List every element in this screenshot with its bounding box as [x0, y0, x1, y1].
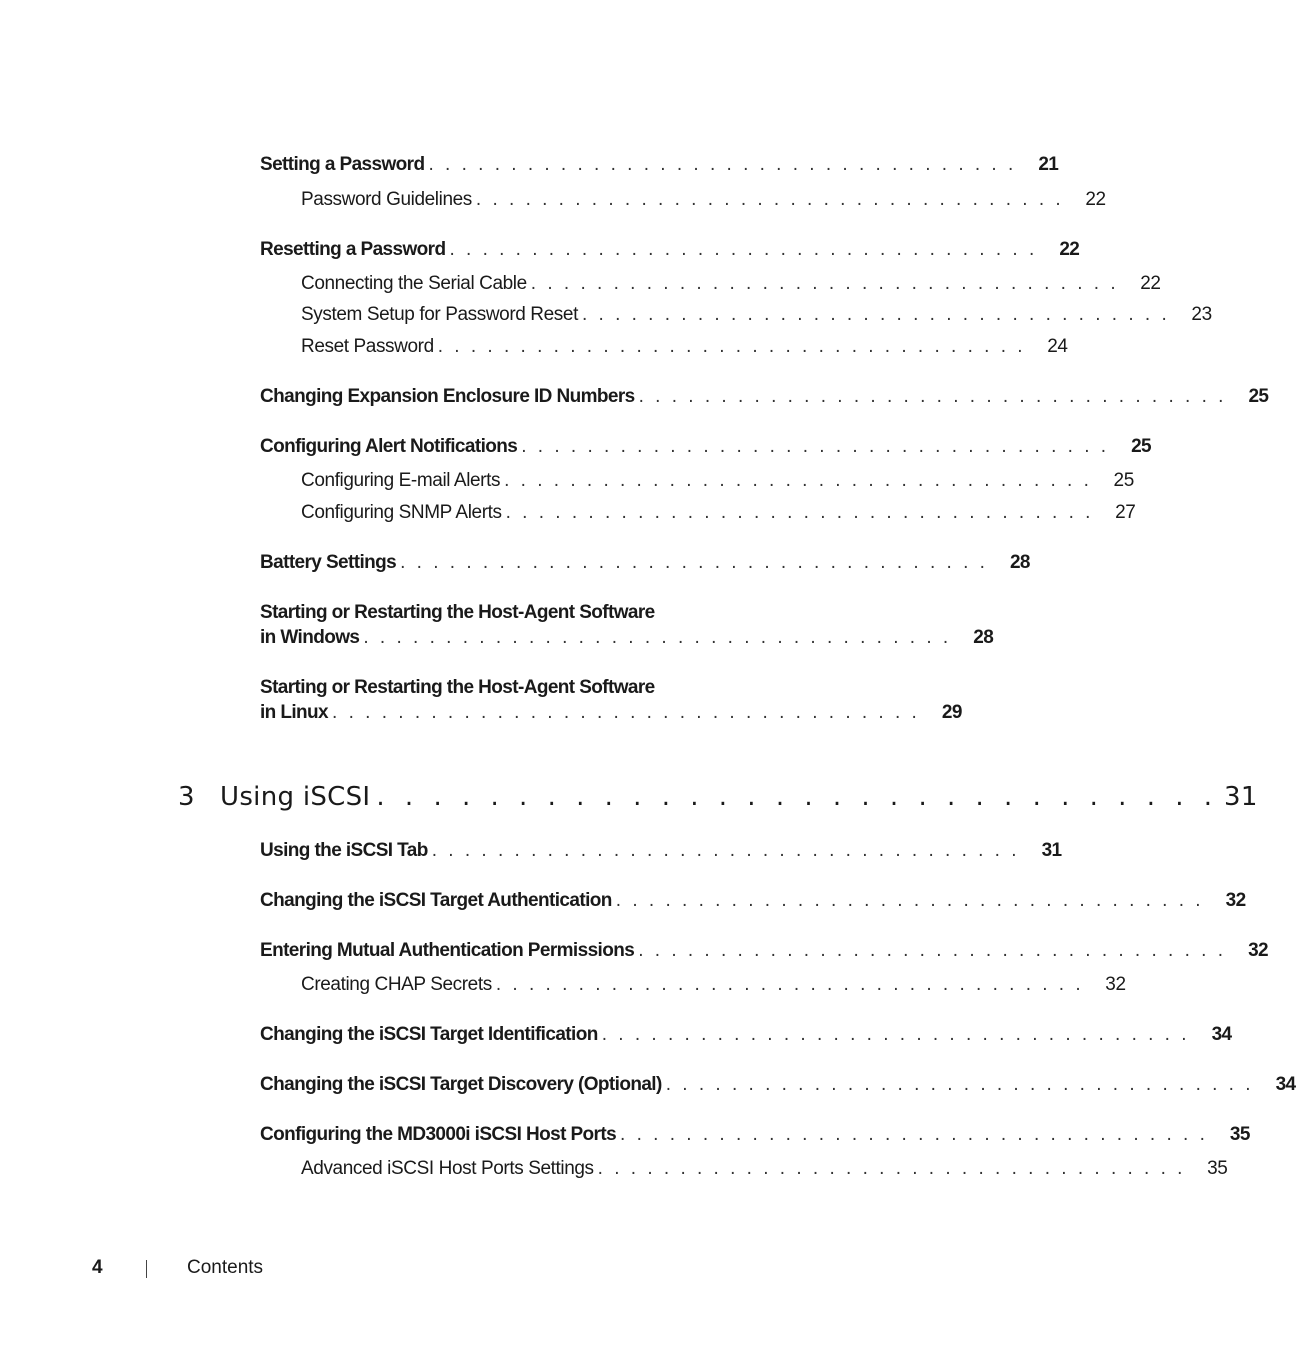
- leader-dots: . . . . . . . . . . . . . . . . . . . . . . . . . . . . . . . . . . . .: [428, 154, 1017, 175]
- toc-subentry[interactable]: [301, 470, 1134, 492]
- leader-dots: . . . . . . . . . . . . . . . . . . . . . . . . . . . . . . . . . . . .: [597, 1158, 1186, 1179]
- toc-entry-title: Advanced iSCSI Host Ports Settings: [301, 1158, 594, 1179]
- toc-entry[interactable]: [260, 1074, 1296, 1096]
- leader-dots: . . . . . . . . . . . . . . . . . . . . . . . . . . . . . . . . . . . .: [437, 336, 1026, 357]
- toc-entry[interactable]: [260, 1024, 1232, 1046]
- toc-entry[interactable]: [260, 386, 1269, 408]
- leader-dots: . . . . . . . . . . . . . . . . . . . . . . . . . . . . . . . . . . . .: [475, 189, 1064, 210]
- toc-entry-title: Changing the iSCSI Target Identification: [260, 1024, 598, 1045]
- toc-entry-title: Setting a Password: [260, 154, 425, 175]
- toc-entry-page: 21: [1038, 154, 1059, 175]
- leader-dots: . . . . . . . . . . . . . . . . . . . . . . . . . . . . . . . . . . . .: [332, 702, 920, 723]
- leader-dots: . . . . . . . . . . . . . . . . . . . . . . . . . . . . . . . . . . . .: [505, 502, 1094, 523]
- leader-dots: . . . . . . . . . . . . . . . . . . . . . . . . . . . . . . . . . . . .: [615, 890, 1204, 911]
- toc-entry-page: 35: [1207, 1158, 1228, 1179]
- leader-dots: . . . . . . . . . . . . . . . . . . . . . . . . . . . . . . . . . . . .: [620, 1124, 1208, 1145]
- leader-dots: . . . . . . . . . . . . . . . . . . . . . . . . . . . . . . . . . . . .: [504, 470, 1092, 491]
- toc-entry[interactable]: [260, 1124, 1250, 1146]
- toc-entry-title-line1[interactable]: Starting or Restarting the Host-Agent Software: [260, 677, 655, 698]
- toc-entry-page: 22: [1140, 273, 1161, 294]
- toc-entry-page: 27: [1115, 502, 1136, 523]
- toc-entry-page: 22: [1085, 189, 1106, 210]
- toc-entry[interactable]: [260, 840, 1062, 862]
- toc-subentry[interactable]: [301, 189, 1106, 211]
- toc-entry-title: Reset Password: [301, 336, 434, 357]
- toc-entry-page: 35: [1229, 1124, 1250, 1145]
- toc-entry[interactable]: [260, 890, 1246, 912]
- leader-dots: . . . . . . . . . . . . . . . . . . . . . . . . . . . . . . . . . . . .: [495, 974, 1084, 995]
- leader-dots: . . . . . . . . . . . . . . . . . . . . . . . . . . . . . . . . . . . .: [363, 627, 952, 648]
- chapter-title: Using iSCSI: [220, 782, 371, 812]
- toc-entry-page: 23: [1191, 304, 1212, 325]
- toc-entry-title: Configuring E-mail Alerts: [301, 470, 501, 491]
- toc-subentry[interactable]: [301, 502, 1136, 524]
- toc-entry[interactable]: [260, 239, 1080, 261]
- toc-entry[interactable]: [260, 436, 1152, 458]
- leader-dots: . . . . . . . . . . . . . . . . . . . . . . . . . . . . . . . . . . . .: [530, 273, 1119, 294]
- chapter-heading[interactable]: [178, 782, 1258, 812]
- leader-dots: . . . . . . . . . . . . . . . . . . . . . . . . . . . . . . . . . . . .: [665, 1074, 1254, 1095]
- footer-page-number: 4: [92, 1257, 103, 1278]
- toc-entry-title: Entering Mutual Authentication Permissions: [260, 940, 635, 961]
- toc-entry-page: 25: [1113, 470, 1134, 491]
- toc-entry-title-line2: in Windows: [260, 627, 360, 648]
- leader-dots: . . . . . . . . . . . . . . . . . . . . . . . . . . . . . . . . . . . .: [431, 840, 1020, 861]
- leader-dots: . . . . . . . . . . . . . . . . . . . . . . . . . . . . . . . . . . . .: [521, 436, 1110, 457]
- toc-entry-page: 28: [1009, 552, 1030, 573]
- toc-entry-page: 32: [1105, 974, 1126, 995]
- toc-entry-page: 34: [1275, 1074, 1296, 1095]
- toc-entry-title: Changing Expansion Enclosure ID Numbers: [260, 386, 635, 407]
- toc-entry[interactable]: [260, 702, 962, 724]
- toc-entry-page: 25: [1248, 386, 1269, 407]
- chapter-page: 31: [1224, 782, 1258, 812]
- toc-entry-title: System Setup for Password Reset: [301, 304, 578, 325]
- toc-entry-title: Battery Settings: [260, 552, 397, 573]
- leader-dots: . . . . . . . . . . . . . . . . . . . . . . . . . . . . . . . . . . . .: [601, 1024, 1190, 1045]
- toc-subentry[interactable]: [301, 336, 1068, 358]
- toc-entry-page: 32: [1248, 940, 1268, 961]
- toc-entry-title-line1[interactable]: Starting or Restarting the Host-Agent Software: [260, 602, 655, 623]
- toc-entry-page: 28: [973, 627, 994, 648]
- toc-subentry[interactable]: [301, 974, 1126, 996]
- leader-dots: . . . . . . . . . . . . . . . . . . . . . . . . . . . . . . . . . . . .: [638, 386, 1227, 407]
- toc-entry[interactable]: [260, 552, 1030, 574]
- toc-entry-title: Password Guidelines: [301, 189, 472, 210]
- toc-entry-title: Configuring SNMP Alerts: [301, 502, 502, 523]
- toc-entry-title: Resetting a Password: [260, 239, 446, 260]
- footer-divider: [146, 1260, 147, 1278]
- toc-entry[interactable]: [260, 627, 994, 649]
- toc-entry[interactable]: [260, 154, 1059, 176]
- toc-entry-title: Configuring the MD3000i iSCSI Host Ports: [260, 1124, 617, 1145]
- toc-entry-page: 22: [1059, 239, 1080, 260]
- toc-entry-page: 25: [1131, 436, 1152, 457]
- leader-dots: . . . . . . . . . . . . . . . . . . . . . . . . . . . . . . . . . . . .: [638, 940, 1226, 961]
- toc-entry-title: Creating CHAP Secrets: [301, 974, 492, 995]
- toc-subentry[interactable]: [301, 304, 1212, 326]
- toc-entry-title: Using the iSCSI Tab: [260, 840, 428, 861]
- toc-subentry[interactable]: [301, 1158, 1228, 1180]
- footer-label: Contents: [187, 1257, 264, 1278]
- leader-dots: . . . . . . . . . . . . . . . . . . . . . . . . . . . . . . . . . . . .: [581, 304, 1170, 325]
- toc-entry-title: Changing the iSCSI Target Authentication: [260, 890, 612, 911]
- leader-dots: . . . . . . . . . . . . . . . . . . . . . . . . . . . . . .: [376, 782, 1219, 812]
- toc-entry-page: 32: [1225, 890, 1246, 911]
- toc-entry-page: 29: [941, 702, 962, 723]
- chapter-number: 3: [178, 782, 195, 812]
- toc-entry-title: Configuring Alert Notifications: [260, 436, 518, 457]
- toc-entry-title: Changing the iSCSI Target Discovery (Optional): [260, 1074, 662, 1095]
- toc-entry-page: 24: [1047, 336, 1068, 357]
- leader-dots: . . . . . . . . . . . . . . . . . . . . . . . . . . . . . . . . . . . .: [449, 239, 1038, 260]
- toc-entry-title-line2: in Linux: [260, 702, 329, 723]
- toc-entry-page: 34: [1211, 1024, 1232, 1045]
- toc-entry-page: 31: [1041, 840, 1062, 861]
- toc-subentry[interactable]: [301, 273, 1161, 295]
- toc-entry-title: Connecting the Serial Cable: [301, 273, 527, 294]
- leader-dots: . . . . . . . . . . . . . . . . . . . . . . . . . . . . . . . . . . . .: [400, 552, 988, 573]
- toc-entry[interactable]: [260, 940, 1268, 962]
